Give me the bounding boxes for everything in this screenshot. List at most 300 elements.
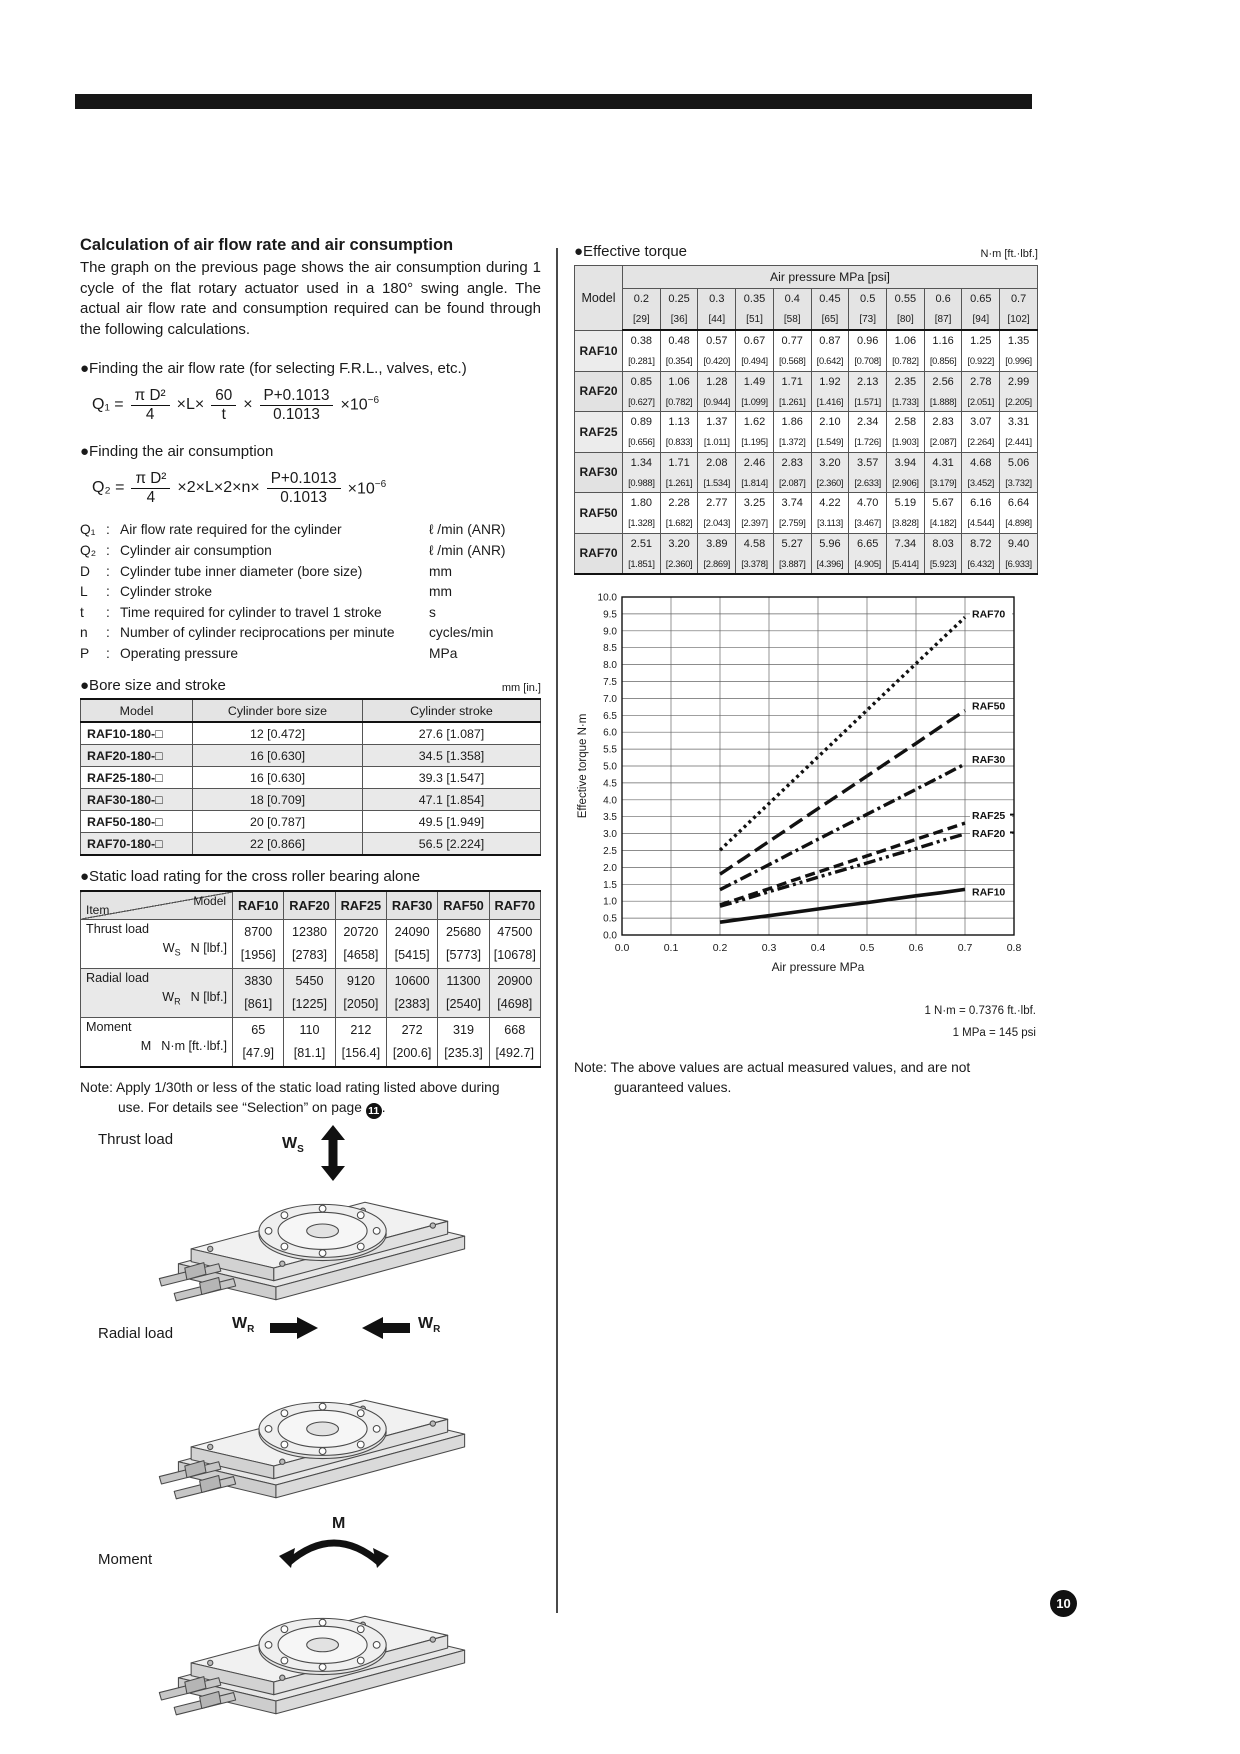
- torque-nm: 1.13: [668, 416, 690, 428]
- table-row: [81, 1018, 541, 1068]
- definition-text: Air flow rate required for the cylinder: [120, 522, 342, 538]
- definition-text: Number of cylinder reciprocations per minute: [120, 625, 395, 641]
- torque-nm: 3.89: [706, 537, 728, 550]
- load-item-label: Thrust load: [86, 922, 149, 937]
- torque-value-cell: [736, 452, 774, 493]
- pressure-psi: [102]: [1007, 314, 1030, 325]
- torque-nm: 3.94: [894, 456, 917, 469]
- torque-nm: 1.35: [1007, 335, 1030, 347]
- pressure-mpa: 0.55: [894, 293, 917, 305]
- torque-value-cell: [773, 371, 811, 412]
- value-cell: 22 [0.866]: [193, 833, 363, 856]
- model-column-header: RAF20: [284, 891, 335, 920]
- definition-colon: :: [106, 645, 110, 661]
- pressure-mpa: 0.6: [935, 293, 951, 305]
- y-tick-label: 6.0: [603, 727, 617, 739]
- definition-unit: cycles/min: [429, 625, 494, 641]
- torque-ftlbf: [4.544]: [967, 517, 995, 528]
- pressure-psi: [65]: [821, 314, 839, 325]
- table-row: [81, 833, 541, 856]
- torque-value-cell: [924, 493, 962, 534]
- torque-ftlbf: [1.814]: [741, 476, 768, 488]
- y-tick-label: 3.0: [603, 829, 617, 841]
- denominator: t: [221, 405, 226, 423]
- pressure-header-cell: [924, 289, 962, 331]
- model-cell: RAF70-180-□: [81, 833, 193, 856]
- torque-nm: 2.46: [743, 456, 766, 469]
- value-cell: 49.5 [1.949]: [363, 811, 541, 833]
- torque-nm: 0.38: [630, 335, 653, 347]
- value-cell: 56.5 [2.224]: [363, 833, 541, 856]
- fraction: [260, 387, 334, 423]
- value-cell: [233, 1018, 284, 1068]
- imperial-value: [200.6]: [392, 1046, 432, 1061]
- y-tick-label: 0.5: [603, 913, 617, 925]
- numerator: π D²: [131, 470, 170, 489]
- value-cell: 39.3 [1.547]: [363, 767, 541, 789]
- torque-value-cell: [1000, 330, 1038, 371]
- torque-nm: 1.49: [743, 375, 766, 388]
- pressure-psi: [58]: [783, 314, 801, 325]
- corner-model-label: Model: [193, 894, 227, 909]
- torque-ftlbf: [1.549]: [816, 436, 844, 447]
- torque-nm: 4.22: [819, 497, 841, 509]
- definition-row: [80, 644, 541, 665]
- definition-colon: :: [106, 542, 110, 558]
- torque-nm: 8.72: [970, 537, 992, 550]
- definition-colon: :: [106, 584, 110, 600]
- torque-value-cell: [849, 330, 887, 371]
- pressure-mpa: 0.7: [1010, 293, 1027, 305]
- pressure-values-row: [575, 289, 1038, 331]
- imperial-value: [81.1]: [293, 1046, 326, 1061]
- top-rule-bar: [75, 94, 1032, 109]
- value-cell: [284, 1018, 335, 1068]
- model-cell: RAF10-180-□: [81, 722, 193, 745]
- model-column-header: RAF10: [233, 891, 284, 920]
- y-tick-label: 5.5: [603, 744, 617, 756]
- torque-nm: 5.96: [819, 537, 841, 550]
- load-item-cell: [81, 920, 233, 969]
- diagram-label: Thrust load: [98, 1131, 174, 1149]
- value-cell: 16 [0.630]: [193, 767, 363, 789]
- measured-values-note: [574, 1058, 1038, 1098]
- table-row: [575, 493, 1038, 534]
- torque-ftlbf: [1.195]: [741, 436, 768, 447]
- value-cell: [284, 969, 335, 1018]
- torque-ftlbf: [0.420]: [703, 355, 731, 366]
- torque-ftlbf: [2.441]: [1005, 436, 1032, 447]
- item-model-corner-cell: [81, 891, 233, 920]
- torque-value-cell: [773, 533, 811, 574]
- model-column-header: RAF30: [387, 891, 438, 920]
- torque-ftlbf: [3.113]: [817, 517, 843, 528]
- torque-nm: 2.83: [781, 456, 803, 469]
- torque-value-cell: [1000, 452, 1038, 493]
- value-cell: [284, 920, 335, 969]
- definition-row: [80, 623, 541, 644]
- torque-ftlbf: [1.328]: [628, 517, 655, 528]
- metric-value: 47500: [497, 925, 533, 940]
- value-cell: [335, 969, 386, 1018]
- pressure-mpa: 0.65: [970, 293, 992, 305]
- pressure-header-cell: [773, 289, 811, 331]
- torque-nm: 1.62: [743, 416, 766, 428]
- pressure-mpa: 0.25: [668, 293, 690, 305]
- pressure-psi: [44]: [708, 314, 726, 325]
- torque-value-cell: [849, 452, 887, 493]
- conversion-nm: 1 N·m = 0.7376 ft.·lbf.: [924, 1005, 1036, 1017]
- series-line-RAF70: [720, 617, 965, 850]
- torque-ftlbf: [1.571]: [854, 395, 881, 407]
- imperial-value: [10678]: [493, 948, 536, 963]
- y-tick-label: 9.5: [603, 609, 617, 621]
- y-tick-label: 3.5: [603, 812, 617, 824]
- torque-ftlbf: [3.467]: [854, 517, 881, 528]
- torque-ftlbf: [6.432]: [967, 557, 995, 569]
- torque-ftlbf: [0.708]: [854, 355, 881, 366]
- torque-value-cell: [811, 493, 849, 534]
- thrust-load-diagram: [80, 1129, 541, 1305]
- definition-row: [80, 541, 541, 562]
- torque-value-cell: [924, 412, 962, 453]
- table-row: [81, 920, 541, 969]
- torque-value-cell: [887, 371, 925, 412]
- formula-term: ×L×: [176, 396, 205, 414]
- torque-ftlbf: [2.205]: [1005, 395, 1032, 407]
- definition-unit: mm: [429, 563, 452, 579]
- torque-ftlbf: [2.633]: [854, 476, 881, 488]
- torque-nm: 1.16: [932, 335, 954, 347]
- denominator: 0.1013: [280, 488, 328, 506]
- torque-nm: 2.77: [706, 497, 728, 509]
- series-label-RAF70: RAF70: [972, 608, 1006, 621]
- torque-nm: 2.58: [894, 416, 917, 428]
- torque-nm: 7.34: [894, 537, 917, 550]
- torque-value-cell: [849, 493, 887, 534]
- column-header: Cylinder bore size: [193, 699, 363, 722]
- imperial-value: [156.4]: [341, 1046, 381, 1061]
- static-load-table: [80, 890, 541, 1068]
- torque-value-cell: [887, 330, 925, 371]
- torque-ftlbf: [4.905]: [854, 557, 881, 569]
- torque-nm: 4.31: [932, 456, 954, 469]
- model-cell: RAF50-180-□: [81, 811, 193, 833]
- torque-value-cell: [623, 330, 661, 371]
- torque-chart-svg: [574, 589, 1038, 989]
- metric-value: 20900: [497, 974, 533, 989]
- x-tick-label: 0.7: [957, 942, 973, 954]
- metric-value: 212: [350, 1023, 372, 1038]
- table-row: [81, 789, 541, 811]
- torque-value-cell: [623, 412, 661, 453]
- torque-nm: 3.57: [856, 456, 879, 469]
- y-tick-label: 2.5: [603, 846, 617, 857]
- torque-nm: 3.07: [970, 416, 992, 428]
- torque-ftlbf: [3.179]: [929, 476, 957, 488]
- consumption-heading: ●Finding the air consumption: [80, 443, 274, 461]
- torque-ftlbf: [1.682]: [665, 517, 693, 528]
- torque-value-cell: [811, 330, 849, 371]
- x-tick-label: 0.8: [1006, 942, 1022, 954]
- torque-value-cell: [623, 533, 661, 574]
- definition-symbol: Q₂: [80, 542, 97, 558]
- torque-nm: 2.78: [970, 375, 992, 388]
- torque-nm: 0.96: [856, 335, 879, 347]
- bore-size-table: [80, 698, 541, 856]
- torque-ftlbf: [1.261]: [665, 476, 693, 488]
- thrust-force-label: $W_S$: [282, 1135, 304, 1156]
- torque-ftlbf: [2.051]: [967, 395, 995, 407]
- metric-value: 319: [452, 1023, 474, 1038]
- definition-text: Cylinder stroke: [120, 584, 213, 600]
- torque-nm: 3.25: [743, 497, 766, 509]
- torque-value-cell: [698, 412, 736, 453]
- conversion-mpa: 1 MPa = 145 psi: [952, 1027, 1036, 1039]
- torque-value-cell: [698, 533, 736, 574]
- imperial-value: [4658]: [343, 948, 379, 963]
- value-cell: [438, 920, 489, 969]
- torque-value-cell: [924, 330, 962, 371]
- torque-ftlbf: [1.534]: [703, 476, 731, 488]
- torque-ftlbf: [3.378]: [741, 557, 768, 569]
- imperial-value: [235.3]: [444, 1046, 483, 1061]
- value-cell: [489, 1018, 540, 1068]
- torque-value-cell: [849, 412, 887, 453]
- table-header-row: [575, 266, 1038, 289]
- y-tick-label: 4.5: [603, 778, 617, 790]
- torque-value-cell: [962, 533, 1000, 574]
- series-line-RAF50: [720, 711, 965, 875]
- actuator-illustration: [155, 1145, 505, 1309]
- imperial-value: [1956]: [240, 948, 276, 963]
- definition-row: [80, 603, 541, 624]
- table-row: [575, 533, 1038, 574]
- torque-value-cell: [1000, 412, 1038, 453]
- torque-value-cell: [962, 493, 1000, 534]
- table-row: [575, 330, 1038, 371]
- y-tick-label: 8.0: [603, 660, 617, 672]
- imperial-value: [2050]: [343, 997, 379, 1012]
- fraction: [131, 387, 170, 423]
- variable-definitions: [80, 520, 541, 664]
- y-tick-label: 6.5: [603, 710, 617, 722]
- page-number-badge: 10: [1050, 1590, 1077, 1617]
- pressure-header-cell: [1000, 289, 1038, 331]
- torque-ftlbf: [0.856]: [929, 355, 957, 366]
- y-tick-label: 9.0: [603, 626, 617, 638]
- model-column-header: RAF25: [335, 891, 386, 920]
- torque-nm: 1.25: [970, 335, 992, 347]
- metric-value: 9120: [346, 974, 375, 989]
- torque-nm: 9.40: [1007, 537, 1030, 550]
- x-tick-label: 0.0: [614, 942, 630, 954]
- load-item-symbol: $W_S$ N [lbf.]: [162, 941, 228, 958]
- y-axis-label: Effective torque N·m: [577, 713, 589, 819]
- value-cell: [233, 969, 284, 1018]
- torque-value-cell: [924, 452, 962, 493]
- torque-ftlbf: [1.726]: [854, 436, 881, 447]
- pressure-header-cell: [849, 289, 887, 331]
- torque-nm: 2.51: [630, 537, 653, 550]
- torque-nm: 0.67: [743, 335, 766, 347]
- table-row: [81, 811, 541, 833]
- definition-unit: mm: [429, 584, 452, 600]
- torque-nm: 1.06: [668, 375, 690, 388]
- torque-value-cell: [698, 452, 736, 493]
- torque-ftlbf: [0.627]: [628, 395, 655, 407]
- value-cell: [438, 969, 489, 1018]
- torque-value-cell: [698, 493, 736, 534]
- table-row: [575, 412, 1038, 453]
- torque-value-cell: [811, 533, 849, 574]
- torque-unit-note: N·m [ft.·lbf.]: [980, 248, 1038, 260]
- fraction: [211, 387, 236, 423]
- torque-ftlbf: [3.828]: [892, 517, 919, 528]
- torque-nm: 5.27: [781, 537, 803, 550]
- torque-value-cell: [887, 412, 925, 453]
- model-name-cell: RAF30: [575, 452, 623, 493]
- torque-ftlbf: [0.944]: [703, 395, 731, 407]
- bore-table-title: ●Bore size and stroke: [80, 677, 226, 695]
- definition-colon: :: [106, 522, 110, 538]
- y-tick-label: 1.5: [603, 879, 617, 891]
- pressure-header-cell: [698, 289, 736, 331]
- note-line-2: use. For details see “Selection” on page 11 .: [118, 1100, 386, 1118]
- note-line-1: Note: Apply 1/30th or less of the static load rating listed above during: [80, 1080, 500, 1096]
- table-row: [81, 722, 541, 745]
- table-row: [81, 745, 541, 767]
- definition-text: Time required for cylinder to travel 1 stroke: [120, 604, 382, 620]
- corner-item-label: Item: [86, 903, 110, 918]
- torque-ftlbf: [2.043]: [703, 517, 731, 528]
- value-cell: [387, 920, 438, 969]
- torque-value-cell: [698, 371, 736, 412]
- pressure-header-cell: [811, 289, 849, 331]
- metric-value: 272: [401, 1023, 423, 1038]
- effective-torque-table: [574, 265, 1038, 575]
- value-cell: [387, 969, 438, 1018]
- torque-nm: 0.57: [706, 335, 728, 347]
- torque-ftlbf: [1.888]: [929, 395, 957, 407]
- y-tick-label: 7.0: [603, 693, 617, 705]
- torque-ftlbf: [0.782]: [892, 355, 919, 366]
- circled-page-number: 11: [366, 1103, 382, 1119]
- imperial-value: [2383]: [394, 997, 430, 1012]
- definition-row: [80, 562, 541, 583]
- x-tick-label: 0.3: [761, 942, 777, 954]
- q1-formula: [92, 387, 541, 423]
- torque-ftlbf: [0.281]: [628, 355, 655, 366]
- definition-symbol: t: [80, 604, 84, 620]
- load-item-label: Radial load: [86, 971, 150, 986]
- column-header: Cylinder stroke: [363, 699, 541, 722]
- static-load-note: [80, 1078, 541, 1119]
- torque-nm: 2.28: [668, 497, 690, 509]
- formula-term: ×: [243, 396, 253, 414]
- imperial-value: [2783]: [292, 948, 328, 963]
- torque-nm: 1.86: [781, 416, 803, 428]
- torque-ftlbf: [1.011]: [703, 436, 730, 447]
- actuator-illustration: [155, 1559, 505, 1723]
- model-cell: RAF30-180-□: [81, 789, 193, 811]
- torque-ftlbf: [4.182]: [929, 517, 957, 528]
- torque-nm: 0.87: [819, 335, 841, 347]
- torque-nm: 4.58: [743, 537, 766, 550]
- numerator: P+0.1013: [260, 387, 334, 406]
- torque-ftlbf: [2.360]: [816, 476, 844, 488]
- torque-value-cell: [660, 493, 698, 534]
- value-cell: 34.5 [1.358]: [363, 745, 541, 767]
- torque-nm: 3.20: [668, 537, 690, 550]
- pressure-mpa: 0.5: [860, 293, 876, 305]
- x-tick-label: 0.6: [908, 942, 924, 954]
- torque-value-cell: [660, 412, 698, 453]
- effective-torque-chart: [574, 589, 1038, 994]
- definition-symbol: D: [80, 563, 90, 579]
- torque-ftlbf: [2.087]: [778, 476, 806, 488]
- torque-nm: 1.71: [781, 375, 803, 388]
- torque-nm: 6.65: [856, 537, 879, 550]
- definition-unit: s: [429, 604, 436, 620]
- imperial-value: [861]: [244, 997, 273, 1012]
- definition-colon: :: [106, 625, 110, 641]
- torque-ftlbf: [2.264]: [967, 436, 995, 447]
- model-name-cell: RAF50: [575, 493, 623, 534]
- torque-ftlbf: [0.988]: [628, 476, 655, 488]
- torque-ftlbf: [1.099]: [741, 395, 768, 407]
- pressure-mpa: 0.3: [709, 293, 725, 305]
- denominator: 0.1013: [273, 405, 320, 423]
- pressure-header-cell: [736, 289, 774, 331]
- torque-value-cell: [924, 371, 962, 412]
- pressure-psi: [29]: [633, 314, 650, 325]
- torque-nm: 8.03: [932, 537, 954, 550]
- metric-value: 65: [251, 1023, 266, 1038]
- torque-ftlbf: [6.933]: [1005, 557, 1032, 569]
- torque-nm: 2.83: [932, 416, 954, 428]
- imperial-value: [5773]: [445, 948, 481, 963]
- torque-ftlbf: [5.923]: [929, 557, 957, 569]
- torque-ftlbf: [1.372]: [778, 436, 806, 447]
- torque-value-cell: [962, 371, 1000, 412]
- torque-ftlbf: [4.898]: [1005, 517, 1032, 528]
- torque-nm: 2.10: [819, 416, 841, 428]
- metric-value: 668: [504, 1023, 526, 1038]
- pressure-psi: [94]: [972, 314, 990, 325]
- definition-symbol: n: [80, 625, 88, 641]
- torque-value-cell: [660, 533, 698, 574]
- model-column-header: RAF70: [489, 891, 540, 920]
- torque-ftlbf: [2.360]: [665, 557, 693, 569]
- table-row: [81, 767, 541, 789]
- load-item-symbol: M N·m [ft.·lbf.]: [140, 1039, 228, 1054]
- torque-ftlbf: [2.869]: [703, 557, 731, 569]
- y-tick-label: 10.0: [597, 592, 617, 604]
- actuator-illustration: [155, 1343, 505, 1507]
- definition-text: Operating pressure: [120, 645, 239, 661]
- formula-term: $\times 10^{-6}$: [347, 478, 387, 497]
- load-item-unit: N [lbf.]: [190, 990, 228, 1005]
- torque-nm: 3.20: [819, 456, 841, 469]
- torque-nm: 6.16: [970, 497, 992, 509]
- air-pressure-header: Air pressure MPa [psi]: [623, 266, 1038, 289]
- radial-arrow-left-icon: [362, 1317, 410, 1344]
- torque-nm: 2.56: [932, 375, 954, 388]
- imperial-value: [4698]: [497, 997, 533, 1012]
- model-cell: RAF25-180-□: [81, 767, 193, 789]
- torque-nm: 1.28: [706, 375, 728, 388]
